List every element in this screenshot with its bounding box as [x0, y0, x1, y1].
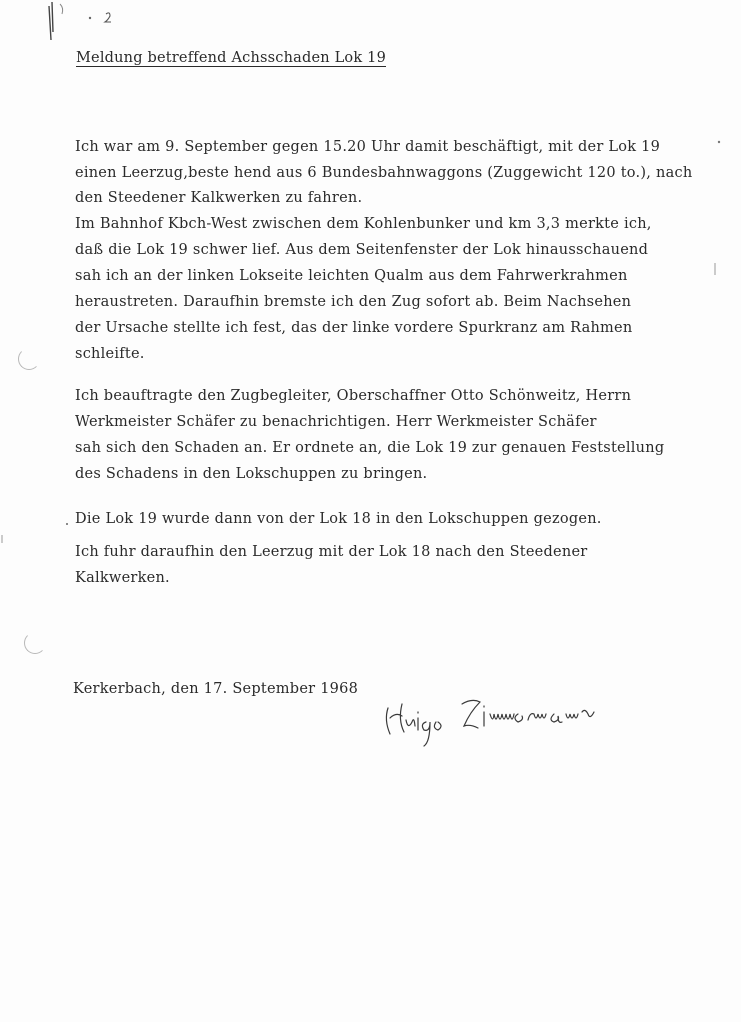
text-line: der Ursache stellte ich fest, das der linke vordere Spurkranz am Rahmen: [75, 320, 633, 336]
text-line: sah sich den Schaden an. Er ordnete an, die Lok 19 zur genauen Feststellung: [75, 440, 665, 456]
speck-mark: [0, 530, 4, 549]
text-line: heraustreten. Daraufhin bremste ich den Zug sofort ab. Beim Nachsehen: [75, 294, 632, 310]
text-line: Die Lok 19 wurde dann von der Lok 18 in den Lokschuppen gezogen.: [75, 511, 602, 527]
text-line: sah ich an der linken Lokseite leichten Qualm aus dem Fahrwerkrahmen: [75, 268, 628, 284]
handwritten-signature: [380, 690, 620, 765]
speck-mark: [712, 262, 718, 281]
document-title: Meldung betreffend Achsschaden Lok 19: [76, 50, 386, 66]
speck-mark: [716, 130, 722, 149]
corner-scribble-mark: [40, 2, 130, 54]
text-line: Werkmeister Schäfer zu benachrichtigen. Herr Werkmeister Schäfer: [75, 414, 597, 430]
text-line: einen Leerzug,beste hend aus 6 Bundesbahnwaggons (Zuggewicht 120 to.), nach: [75, 165, 693, 181]
punch-hole-mark: [18, 348, 40, 370]
text-line: Kalkwerken.: [75, 570, 170, 586]
place-date-line: Kerkerbach, den 17. September 1968: [73, 681, 359, 697]
text-line: des Schadens in den Lokschuppen zu bringen.: [75, 466, 428, 482]
text-line: Ich beauftragte den Zugbegleiter, Oberschaffner Otto Schönweitz, Herrn: [75, 388, 632, 404]
speck-mark: [64, 512, 70, 531]
text-line: Ich fuhr daraufhin den Leerzug mit der Lok 18 nach den Steedener: [75, 544, 588, 560]
text-line: Ich war am 9. September gegen 15.20 Uhr damit beschäftigt, mit der Lok 19: [75, 139, 661, 155]
punch-hole-mark: [24, 632, 46, 654]
text-line: Im Bahnhof Kbch-West zwischen dem Kohlenbunker und km 3,3 merkte ich,: [75, 216, 652, 232]
text-line: den Steedener Kalkwerken zu fahren.: [75, 190, 363, 206]
text-line: schleifte.: [75, 346, 145, 362]
text-line: daß die Lok 19 schwer lief. Aus dem Seitenfenster der Lok hinausschauend: [75, 242, 649, 258]
